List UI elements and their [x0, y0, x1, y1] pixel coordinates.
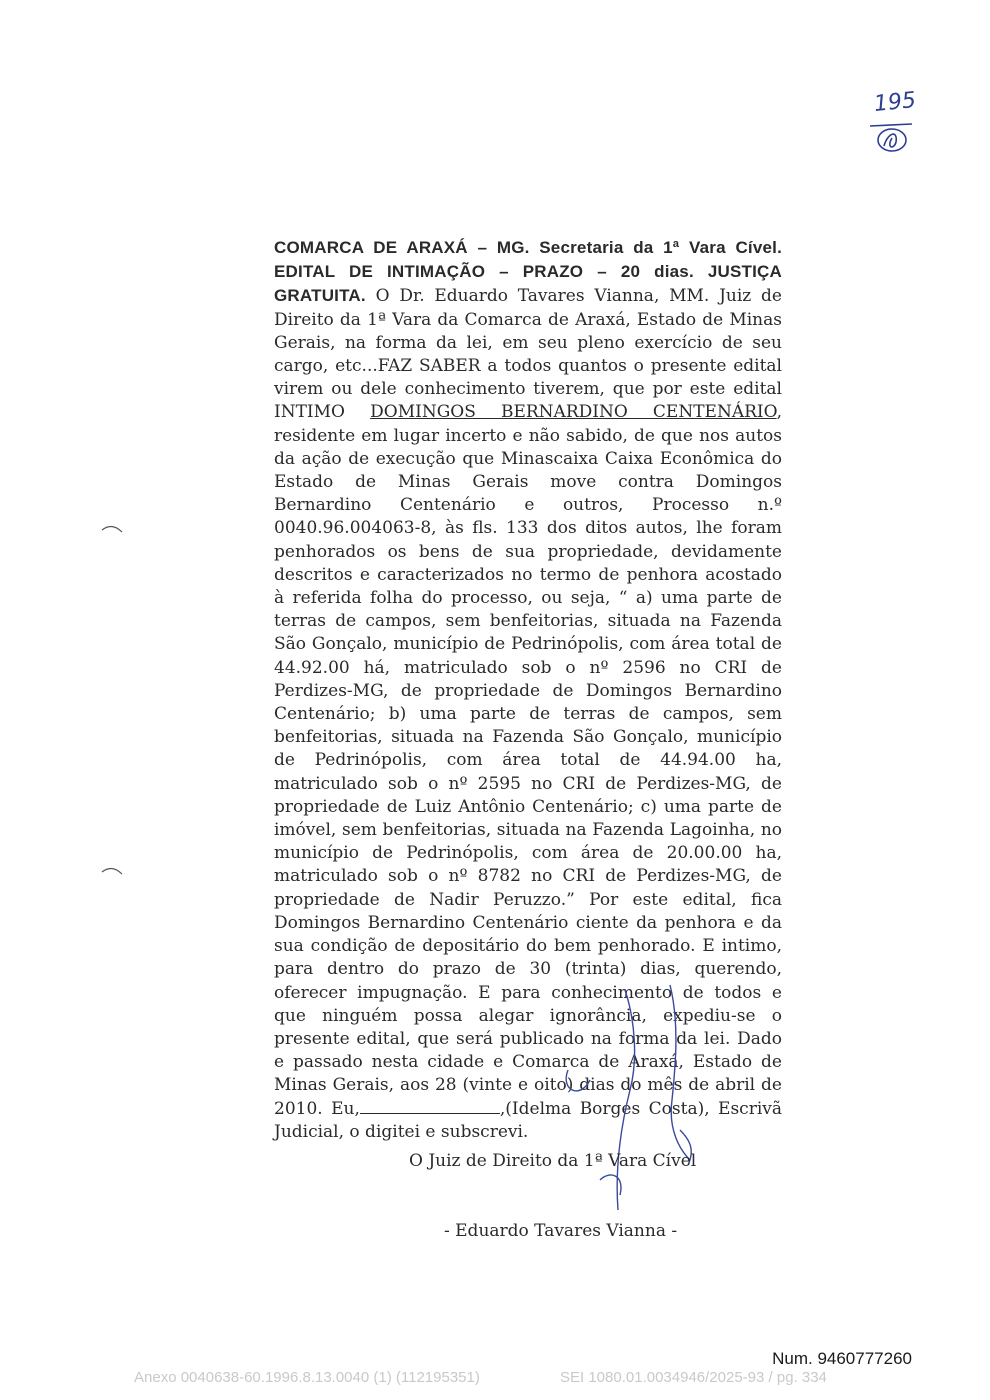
judge-title: O Juiz de Direito da 1ª Vara Cível	[409, 1151, 697, 1171]
stamp-page-number: 195	[872, 87, 918, 118]
document-number: Num. 9460777260	[772, 1349, 912, 1368]
judge-name: - Eduardo Tavares Vianna -	[444, 1221, 678, 1241]
edital-heading: COMARCA DE ARAXÁ – MG. Secretaria da 1ª Vara Cível. EDITAL DE INTIMAÇÃO – PRAZO – 20 dias. JUSTIÇA GRATUITA.	[274, 238, 782, 306]
edital-text-part2: , residente em lugar incerto e não sabido, de que nos autos da ação de execução que Minascaixa Caixa Econômica do Estado de Minas Gerais move contra Domingos Bernardino Centenário e outros, Processo n.º 0040.96.004063-8, às fls. 133 dos ditos autos, lhe foram penhorados os bens de sua propriedade, devidamente descritos e caracterizados no termo de penhora acostado à referida folha do processo, ou seja, “ a) uma parte de terras de campos, sem benfeitorias, situada na Fazenda São Gonçalo, município de Pedrinópolis, com área total de 44.92.00 há, matriculado sob o nº 2596 no CRI de Perdizes-MG, de propriedade de Domingos Bernardino Centenário; b) uma parte de terras de campos, sem benfeitorias, situada na Fazenda São Gonçalo, município de Pedrinópolis, com área total de 44.94.00 ha, matriculado sob o nº 2595 no CRI de Perdizes-MG, de propriedade de Luiz Antônio Centenário; c) uma parte de imóvel, sem benfeitorias, situada na Fazenda Lagoinha, no município de Pedrinópolis, com área de 20.00.00 ha, matriculado sob o nº 8782 no CRI de Perdizes-MG, de propriedade de Nadir Peruzzo.” Por este edital, fica Domingos Bernardino Centenário ciente da penhora e da sua condição de depositário do bem penhorado. E intimo, para dentro do prazo de 30 (trinta) dias, querendo, oferecer impugnação. E para conhecimento de todos e que ninguém possa alegar ignorância, expediu-se o presente edital, que será publicado na forma da lei. Dado e passado nesta cidade e Comarca de Araxá, Estado de Minas Gerais, aos 28 (vinte e oito) dias do mês de abril de 2010. Eu,	[274, 402, 782, 1119]
footer-annex-reference: Anexo 0040638-60.1996.8.13.0040 (1) (112195351)	[134, 1369, 480, 1386]
edital-text-part1: O Dr. Eduardo Tavares Vianna, MM. Juiz de Direito da 1ª Vara da Comarca de Araxá, Estado de Minas Gerais, na forma da lei, em seu pleno exercício de seu cargo, etc...FAZ SABER a todos quantos o presente edital virem ou dele conhecimento tiverem, que por este edital INTIMO	[274, 286, 782, 423]
edital-text-part3: ,(Idelma Borges Costa), Escrivã Judicial, o digitei e subscrevi.	[274, 1098, 783, 1142]
intimated-name: DOMINGOS BERNARDINO CENTENÁRIO	[370, 402, 777, 423]
footer-sei-reference: SEI 1080.01.0034946/2025-93 / pg. 334	[560, 1369, 827, 1386]
